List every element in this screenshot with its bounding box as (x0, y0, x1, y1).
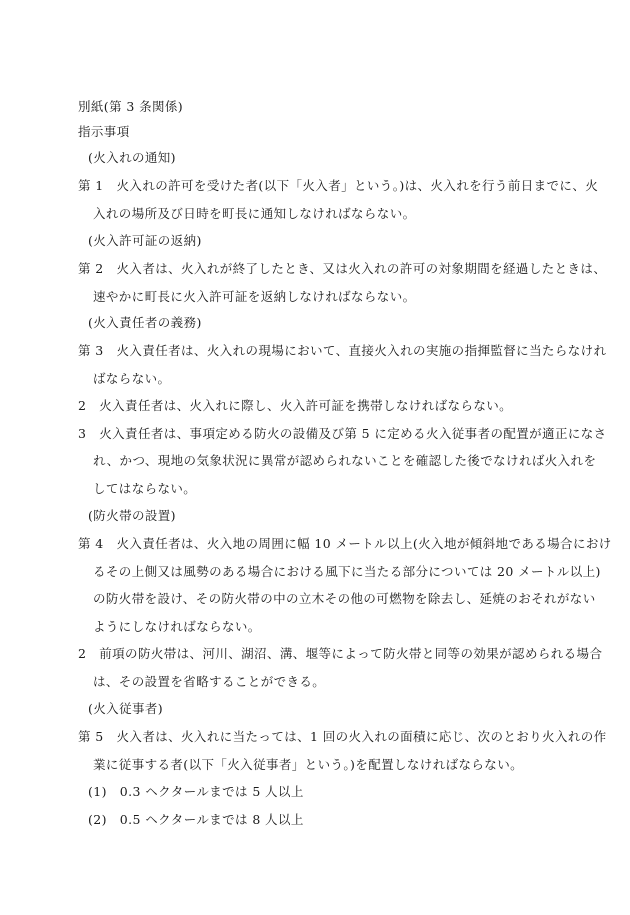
clause-line: 第 4 火入責任者は、火入地の周囲に幅 10 メートル以上(火入地が傾斜地である場合におけ (78, 536, 612, 551)
section-caption: (防火帯の設置) (88, 508, 176, 523)
clause-line: れ、かつ、現地の気象状況に異常が認められないことを確認した後でなければ火入れを (93, 453, 597, 468)
clause-line: ようにしなければならない。 (93, 619, 261, 634)
clause-line: してはならない。 (93, 481, 197, 496)
section-caption: (火入責任者の義務) (88, 315, 202, 330)
clause-line: 3 火入責任者は、事項定める防火の設備及び第 5 に定める火入従事者の配置が適正になさ (78, 426, 607, 441)
clause-line: 2 前項の防火帯は、河川、湖沼、溝、堰等によって防火帯と同等の効果が認められる場合 (78, 646, 603, 661)
section-caption: (火入れの通知) (88, 150, 176, 165)
section-caption: (火入許可証の返納) (88, 233, 202, 248)
clause-line: 入れの場所及び日時を町長に通知しなければならない。 (93, 206, 416, 221)
document-title: 指示事項 (78, 124, 130, 139)
clause-line: 第 5 火入者は、火入れに当たっては、1 回の火入れの面積に応じ、次のとおり火入れの作 (78, 729, 607, 744)
document-header: 別紙(第 3 条関係) (78, 99, 184, 114)
list-item: (1) 0.3 ヘクタールまでは 5 人以上 (88, 784, 304, 799)
clause-line: 第 2 火入者は、火入れが終了したとき、又は火入れの許可の対象期間を経過したときは、 (78, 261, 607, 276)
clause-line: の防火帯を設け、その防火帯の中の立木その他の可燃物を除去し、延焼のおそれがない (93, 591, 596, 606)
clause-line: 速やかに町長に火入許可証を返納しなければならない。 (93, 289, 416, 304)
clause-line: るその上側又は風勢のある場合における風下に当たる部分については 20 メートル以上) (93, 564, 601, 579)
clause-line: 業に従事する者(以下「火入従事者」という。)を配置しなければならない。 (93, 757, 524, 772)
clause-line: 第 3 火入責任者は、火入れの現場において、直接火入れの実施の指揮監督に当たらなけれ (78, 343, 607, 358)
section-caption: (火入従事者) (88, 701, 164, 716)
clause-line: 第 1 火入れの許可を受けた者(以下「火入者」という。)は、火入れを行う前日までに、火 (78, 178, 599, 193)
list-item: (2) 0.5 ヘクタールまでは 8 人以上 (88, 812, 304, 827)
clause-line: 2 火入責任者は、火入れに際し、火入許可証を携帯しなければならない。 (78, 398, 513, 413)
clause-line: は、その設置を省略することができる。 (93, 674, 326, 689)
clause-line: ばならない。 (93, 371, 171, 386)
